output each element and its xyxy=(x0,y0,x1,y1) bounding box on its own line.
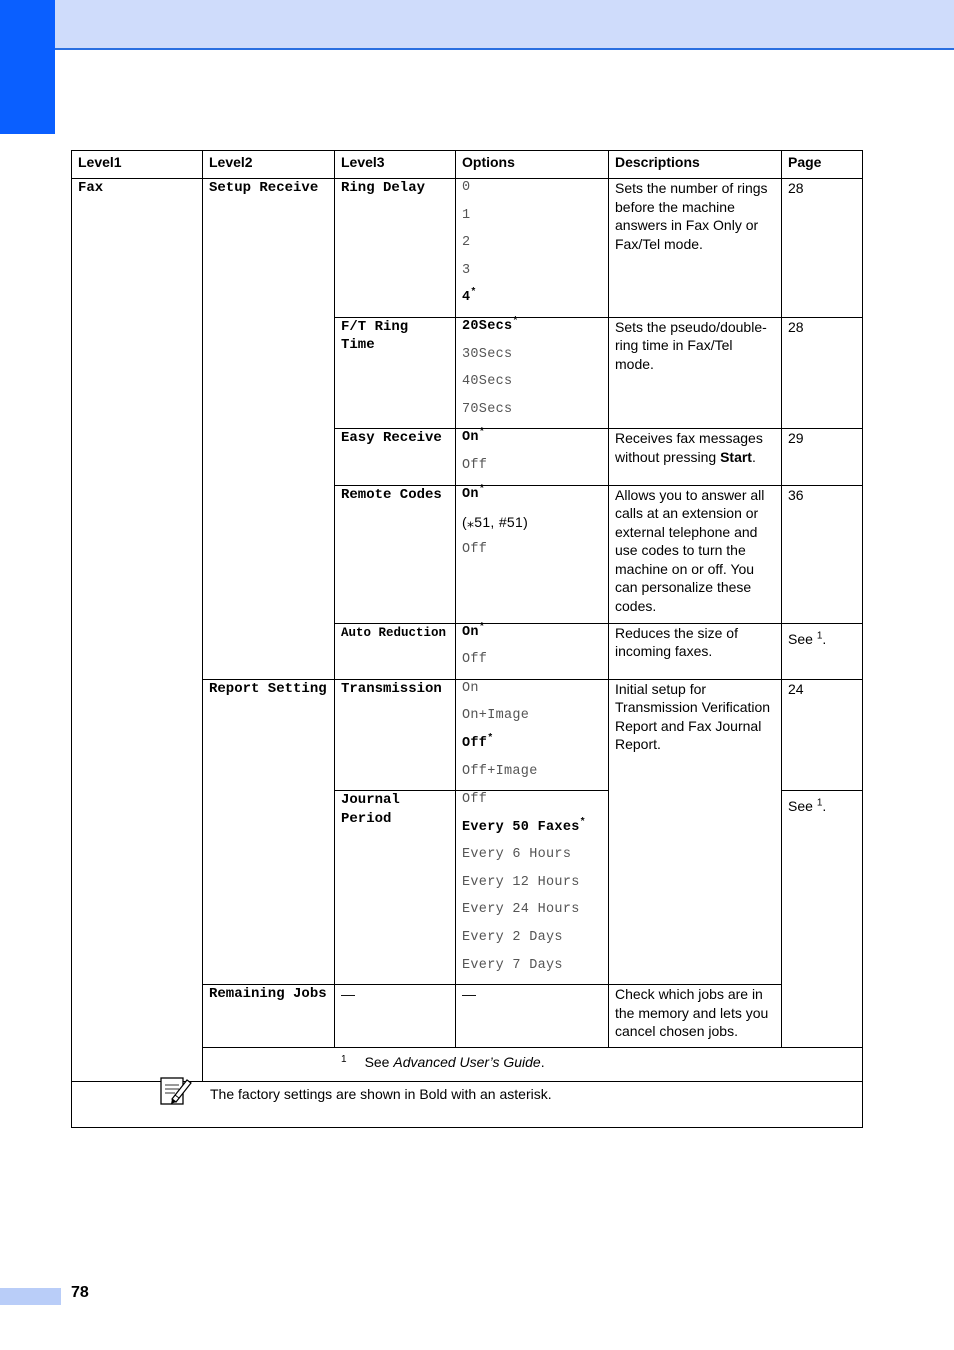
description-remaining-jobs: Check which jobs are in the memory and lets you cancel chosen jobs. xyxy=(609,985,782,1048)
header-level2: Level2 xyxy=(203,151,335,179)
options-remote-codes xyxy=(456,485,609,623)
option-item-codes: (⁎51, #51) xyxy=(462,514,529,531)
option-item-default xyxy=(462,735,602,763)
footnote-marker: 1 xyxy=(341,1053,347,1065)
page-tab xyxy=(0,1288,61,1305)
level2-remaining-jobs: Remaining Jobs xyxy=(203,985,335,1048)
option-item-default xyxy=(462,429,602,457)
option-item-default xyxy=(462,318,602,346)
start-key-label: Start xyxy=(720,448,752,465)
header-band xyxy=(0,0,954,49)
page-see-end: . xyxy=(822,630,827,647)
option-item: Every 6 Hours xyxy=(462,847,572,863)
level3-journal-line2: Period xyxy=(341,810,392,827)
level2-setup-receive: Setup Receive xyxy=(203,179,335,680)
option-item-default xyxy=(462,819,602,847)
header-options: Options xyxy=(456,151,609,179)
option-default-label: 4 xyxy=(462,290,471,306)
option-item: On xyxy=(462,680,479,696)
options-ring-delay xyxy=(456,179,609,318)
level3-transmission: Transmission xyxy=(335,679,456,790)
option-item: Off+Image xyxy=(462,763,538,779)
option-item-default xyxy=(462,289,602,317)
options-ft-ring-time xyxy=(456,317,609,428)
option-default-label: On xyxy=(462,430,479,446)
option-default-label: On xyxy=(462,624,479,640)
page-ring-delay: 28 xyxy=(782,179,863,318)
note-text: The factory settings are shown in Bold with an asterisk. xyxy=(210,1086,552,1103)
option-item: 1 xyxy=(462,207,471,223)
options-journal-period xyxy=(456,791,609,985)
default-asterisk: * xyxy=(478,484,486,496)
option-item: Off xyxy=(462,541,488,557)
header-level3: Level3 xyxy=(335,151,456,179)
level3-journal-period xyxy=(335,791,456,985)
option-item: Every 2 Days xyxy=(462,930,563,946)
header-page: Page xyxy=(782,151,863,179)
option-item: 3 xyxy=(462,262,471,278)
level3-easy-receive: Easy Receive xyxy=(335,429,456,485)
chapter-tab xyxy=(0,0,55,134)
option-item: On+Image xyxy=(462,708,530,724)
footnote-guide-title: Advanced User’s Guide xyxy=(393,1054,541,1071)
description-auto-reduction: Reduces the size of incoming faxes. xyxy=(609,623,782,679)
header-rule xyxy=(55,48,954,50)
option-item: Off xyxy=(462,792,488,808)
default-asterisk: * xyxy=(579,817,586,829)
page-number: 78 xyxy=(71,1284,89,1301)
options-auto-reduction xyxy=(456,623,609,679)
level1-fax: Fax xyxy=(72,179,203,1082)
default-asterisk: * xyxy=(470,287,477,299)
page-journal-period xyxy=(782,791,863,1048)
table-row xyxy=(72,179,863,318)
description-end: . xyxy=(751,448,756,465)
page-transmission: 24 xyxy=(782,679,863,790)
footnote-ref: 1 xyxy=(816,629,823,641)
page-see-end: . xyxy=(822,798,827,815)
footnote-end: . xyxy=(540,1054,545,1071)
page-see-text: See xyxy=(788,798,817,815)
option-item: 30Secs xyxy=(462,346,513,362)
option-default-label: On xyxy=(462,486,479,502)
description-report-setting: Initial setup for Transmission Verification Report and Fax Journal Report. xyxy=(609,679,782,985)
level3-remote-codes: Remote Codes xyxy=(335,485,456,623)
page-remote-codes: 36 xyxy=(782,485,863,623)
default-asterisk: * xyxy=(512,316,519,328)
option-default-label: 20Secs xyxy=(462,318,513,334)
option-default-label: Off xyxy=(462,735,488,751)
level3-ring-delay: Ring Delay xyxy=(335,179,456,318)
options-transmission xyxy=(456,679,609,790)
level3-ft-ring-time: F/T Ring Time xyxy=(335,317,456,428)
option-item: 2 xyxy=(462,235,471,251)
option-item: 40Secs xyxy=(462,374,513,390)
option-item: Off xyxy=(462,457,488,473)
footnote xyxy=(203,1048,863,1082)
header-level1: Level1 xyxy=(72,151,203,179)
option-item: Off xyxy=(462,652,488,668)
page-easy-receive: 29 xyxy=(782,429,863,485)
option-item: 0 xyxy=(462,180,471,195)
page-see-text: See xyxy=(788,630,817,647)
header-descriptions: Descriptions xyxy=(609,151,782,179)
option-item: Every 24 Hours xyxy=(462,902,580,918)
page-auto-reduction xyxy=(782,623,863,679)
default-asterisk: * xyxy=(478,622,486,634)
description-remote-codes: Allows you to answer all calls at an extension or external telephone and use codes to turn the machine on or off. You can personalize these codes. xyxy=(609,485,782,623)
option-item: Every 7 Days xyxy=(462,957,563,973)
default-asterisk: * xyxy=(478,427,486,439)
description-text: Receives fax messages without pressing xyxy=(615,430,763,465)
page-ft-ring-time: 28 xyxy=(782,317,863,428)
option-item: Every 12 Hours xyxy=(462,874,580,890)
option-item-default xyxy=(462,624,602,652)
level3-journal-line1: Journal xyxy=(341,792,400,809)
description-ft-ring-time: Sets the pseudo/double-ring time in Fax/Tel mode. xyxy=(609,317,782,428)
option-item: 70Secs xyxy=(462,401,513,417)
footnote-ref: 1 xyxy=(816,797,823,809)
description-easy-receive xyxy=(609,429,782,485)
option-default-label: Every 50 Faxes xyxy=(462,819,580,835)
level3-auto-reduction: Auto Reduction xyxy=(335,623,456,679)
level3-remaining-jobs: — xyxy=(335,985,456,1048)
options-easy-receive xyxy=(456,429,609,485)
note-pencil-icon xyxy=(159,1073,193,1107)
table-header-row xyxy=(72,151,863,179)
fax-settings-table xyxy=(71,150,863,1128)
level2-report-setting: Report Setting xyxy=(203,679,335,985)
footnote-text: See xyxy=(364,1054,394,1071)
description-ring-delay: Sets the number of rings before the machine answers in Fax Only or Fax/Tel mode. xyxy=(609,179,782,318)
default-asterisk: * xyxy=(487,733,494,745)
options-remaining-jobs: — xyxy=(456,985,609,1048)
option-item-default xyxy=(462,486,602,514)
